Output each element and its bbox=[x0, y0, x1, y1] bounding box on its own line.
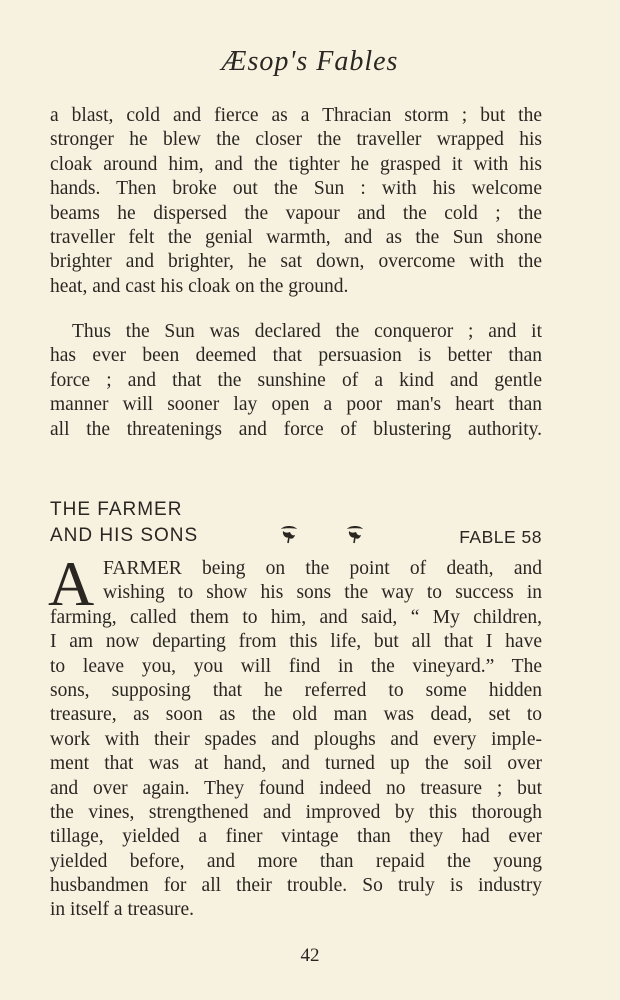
text-line: the vines, strengthened and improved by this thorough bbox=[50, 801, 542, 823]
text-line: and over again. They found indeed no treasure ; but bbox=[50, 777, 542, 799]
text-line: cloak around him, and the tighter he grasped it with his bbox=[50, 153, 542, 175]
page-number: 42 bbox=[300, 945, 320, 966]
text-line: to leave you, you will find in the vineyard.” The bbox=[50, 655, 542, 677]
paragraph-moral bbox=[50, 320, 542, 442]
text-line: has ever been deemed that persuasion is better than bbox=[50, 345, 542, 367]
text-line: tillage, yielded a finer vintage than they had ever bbox=[50, 826, 542, 848]
text-line: all the threatenings and force of blustering authority. bbox=[50, 418, 542, 440]
text-line: brighter and brighter, he sat down, overcome with the bbox=[50, 251, 542, 273]
leaf-ornament-icon bbox=[344, 523, 366, 545]
text-line: hands. Then broke out the Sun : with his welcome bbox=[50, 178, 542, 200]
fable-body bbox=[50, 557, 542, 923]
leaf-ornament-icon bbox=[278, 523, 300, 545]
text-line: a blast, cold and fierce as a Thracian storm ; but the bbox=[50, 105, 542, 126]
drop-cap: A bbox=[48, 548, 95, 619]
text-line: farming, called them to him, and said, “ My children, bbox=[50, 606, 542, 628]
paragraph-continued bbox=[50, 104, 542, 299]
text-line: stronger he blew the closer the traveller wrapped his bbox=[50, 129, 542, 151]
text-line: force ; and that the sunshine of a kind and gentle bbox=[50, 369, 542, 391]
text-line: I am now departing from this life, but all that I have bbox=[50, 631, 542, 653]
text-line: yielded before, and more than repaid the young bbox=[50, 850, 542, 872]
text-line: ment that was at hand, and turned up the soil over bbox=[50, 753, 542, 775]
text-line: in itself a treasure. bbox=[50, 899, 195, 921]
text-line: Thus the Sun was declared the conqueror ; and it bbox=[72, 321, 542, 342]
text-line: manner will sooner lay open a poor man's heart than bbox=[50, 394, 542, 416]
text-line: traveller felt the genial warmth, and as the Sun shone bbox=[50, 226, 542, 248]
text-line: treasure, as soon as the old man was dead, set to bbox=[50, 704, 542, 726]
fable-title-line-2: AND HIS SONS bbox=[50, 525, 199, 546]
fable-title-line-1: THE FARMER bbox=[50, 499, 183, 520]
text-line: beams he dispersed the vapour and the cold ; the bbox=[50, 202, 542, 224]
text-line: heat, and cast his cloak on the ground. bbox=[50, 275, 349, 297]
text-line: sons, supposing that he referred to some hidden bbox=[50, 679, 542, 701]
text-line: husbandmen for all their trouble. So truly is industry bbox=[50, 875, 542, 897]
text-line: work with their spades and ploughs and every imple- bbox=[50, 728, 542, 750]
running-head: Æsop's Fables bbox=[221, 46, 399, 77]
text-line: FARMER being on the point of death, and bbox=[103, 558, 542, 579]
fable-number: FABLE 58 bbox=[459, 527, 542, 547]
text-line: wishing to show his sons the way to success in bbox=[103, 582, 542, 604]
